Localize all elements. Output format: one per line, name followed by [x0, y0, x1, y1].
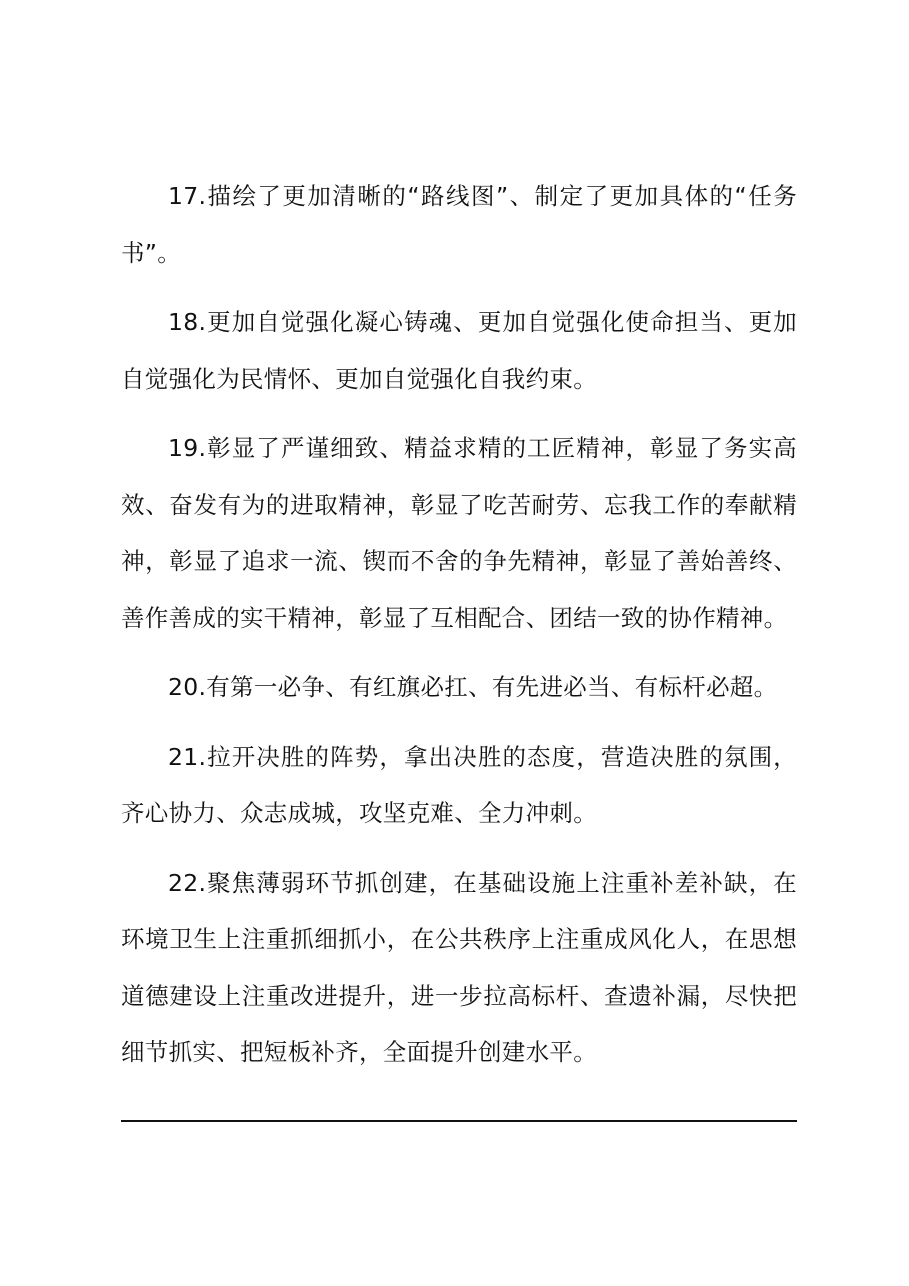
- end-divider-line: [121, 1120, 797, 1122]
- paragraph-20: 20.有第一必争、有红旗必扛、有先进必当、有标杆必超。: [168, 673, 778, 701]
- paragraph-17: 17.描绘了更加清晰的“路线图”、制定了更加具体的“任务书”。: [121, 182, 797, 267]
- paragraph-18: 18.更加自觉强化凝心铸魂、更加自觉强化使命担当、更加自觉强化为民情怀、更加自觉强化自我约束。: [121, 308, 797, 393]
- paragraph-19: 19.彰显了严谨细致、精益求精的工匠精神，彰显了务实高效、奋发有为的进取精神，彰显了吃苦耐劳、忘我工作的奉献精神，彰显了追求一流、锲而不舍的争先精神，彰显了善始善终、善作善成的实干精神，彰显了互相配合、团结一致的协作精神。: [121, 434, 797, 632]
- paragraph-22: 22.聚焦薄弱环节抓创建，在基础设施上注重补差补缺，在环境卫生上注重抓细抓小，在公共秩序上注重成风化人，在思想道德建设上注重改进提升，进一步拉高标杆、查遗补漏，尽快把细节抓实、把短板补齐，全面提升创建水平。: [121, 868, 797, 1066]
- paragraph-21: 21.拉开决胜的阵势，拿出决胜的态度，营造决胜的氛围，齐心协力、众志成城，攻坚克难、全力冲刺。: [121, 742, 797, 827]
- document-body: [121, 168, 797, 1081]
